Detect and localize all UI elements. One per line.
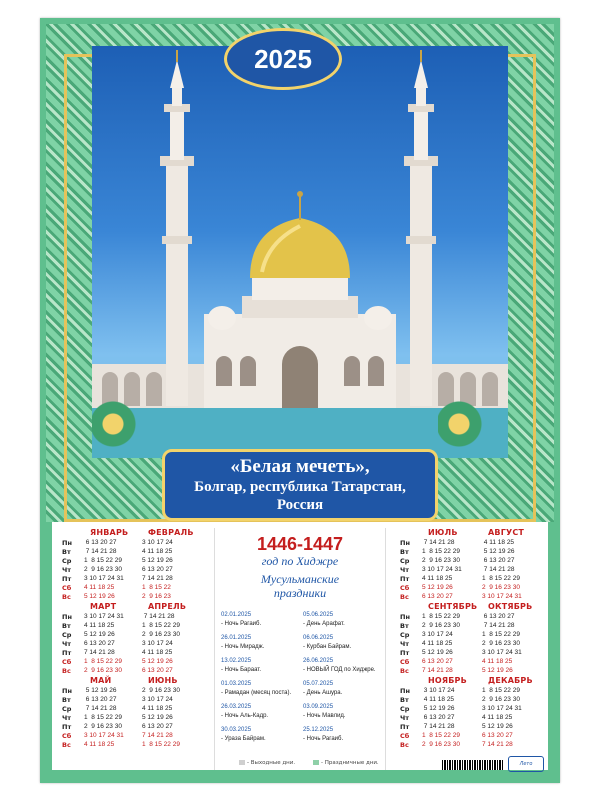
- month-week-row: 2 9 16 23 30: [482, 696, 520, 703]
- day-label: Вт: [62, 696, 71, 704]
- month-week-row: 2 9 16 23 30: [482, 584, 520, 591]
- mosque-photo: [92, 46, 508, 458]
- month-week-row: 7 14 21 28: [482, 741, 513, 748]
- holiday-name: - Ночь Рагаиб.: [221, 621, 262, 627]
- month-week-row: 7 14 21 28: [142, 613, 175, 620]
- holiday-date: 26.06.2025: [303, 658, 334, 664]
- day-label: Вт: [400, 548, 409, 556]
- month-week-row: 7 14 21 28: [142, 575, 173, 582]
- holiday-name: - Ураза Байрам.: [221, 736, 266, 742]
- month-week-row: 2 9 16 23 30: [422, 741, 460, 748]
- month-week-row: 2 9 16 23 30: [84, 566, 122, 573]
- right-minaret: [404, 50, 438, 406]
- month-week-row: 6 13 20 27: [422, 714, 455, 721]
- holiday-name: - Ночь Рагаиб.: [303, 736, 344, 742]
- month-week-row: 6 13 20 27: [142, 667, 173, 674]
- day-label: Вс: [400, 741, 409, 749]
- holiday-swatch: [313, 760, 319, 765]
- month-week-row: 2 9 16 23 30: [422, 622, 460, 629]
- day-label: Чт: [62, 714, 72, 722]
- holiday-date: 01.03.2025: [221, 681, 252, 687]
- month-week-row: 5 12 19 26: [422, 584, 453, 591]
- month-week-row: 6 13 20 27: [142, 723, 173, 730]
- holiday-name: - Ночь Бараат.: [221, 667, 262, 673]
- month-week-row: 6 13 20 27: [422, 658, 453, 665]
- month-week-row: 6 13 20 27: [482, 732, 513, 739]
- month-week-row: 1 8 15 22 29: [482, 687, 520, 694]
- holiday-name: - Ночь Мавлид.: [303, 713, 346, 719]
- month-name: АПРЕЛЬ: [148, 602, 187, 611]
- month-week-row: 4 11 18 25: [422, 696, 455, 703]
- day-label: Вт: [62, 548, 71, 556]
- month-week-row: 5 12 19 26: [142, 714, 173, 721]
- month-week-row: 1 8 15 22 29: [422, 548, 460, 555]
- holiday-name: - Ночь Аль-Кадр.: [221, 713, 269, 719]
- holiday-name: - Курбан Байрам.: [303, 644, 352, 650]
- month-week-row: 4 11 18 25: [422, 575, 453, 582]
- holidays-heading-1: Мусульманские: [260, 572, 340, 586]
- ornament-corner-left: [92, 400, 162, 460]
- month-week-row: 4 11 18 25: [482, 658, 513, 665]
- month-week-row: 5 12 19 26: [482, 723, 513, 730]
- caption-title: «Белая мечеть»,: [230, 456, 370, 477]
- mosque-door: [282, 346, 318, 408]
- holiday-date: 26.01.2025: [221, 635, 252, 641]
- day-label: Пн: [400, 613, 410, 621]
- legend-holiday: [313, 760, 379, 766]
- month-week-row: 3 10 17 24 31: [482, 649, 522, 656]
- month-week-row: 2 9 16 23 30: [482, 640, 520, 647]
- day-label: Пн: [62, 539, 72, 547]
- holiday-date: 26.03.2025: [221, 704, 252, 710]
- day-label: Пт: [62, 649, 72, 657]
- day-label: Пн: [400, 687, 410, 695]
- month-week-row: 4 11 18 25: [482, 714, 513, 721]
- legend-weekend-label: - Выходные дни.: [247, 760, 296, 766]
- month-week-row: 7 14 21 28: [84, 548, 117, 555]
- month-week-row: 1 8 15 22 29: [84, 658, 122, 665]
- day-label: Чт: [400, 566, 410, 574]
- month-week-row: 2 9 16 23: [142, 593, 171, 600]
- month-week-row: 3 10 17 24: [142, 640, 173, 647]
- day-label: Пт: [62, 723, 72, 731]
- day-label: Сб: [400, 732, 410, 740]
- month-week-row: 5 12 19 26: [422, 705, 455, 712]
- holidays-heading-2: праздники: [273, 586, 327, 600]
- month-week-row: 5 12 19 26: [84, 631, 115, 638]
- month-week-row: 4 11 18 25: [142, 649, 173, 656]
- holiday-date: 05.07.2025: [303, 681, 334, 687]
- month-week-row: 7 14 21 28: [422, 723, 455, 730]
- month-week-row: 5 12 19 26: [482, 548, 515, 555]
- day-label: Ср: [400, 557, 410, 565]
- day-label: Вс: [62, 593, 71, 601]
- month-name: НОЯБРЬ: [428, 676, 467, 685]
- month-week-row: 1 8 15 22 29: [482, 575, 520, 582]
- month-week-row: 3 10 17 24: [422, 687, 455, 694]
- day-label: Сб: [62, 584, 72, 592]
- month-week-row: 6 13 20 27: [142, 566, 173, 573]
- holiday-date: 13.02.2025: [221, 658, 252, 664]
- day-label: Пн: [62, 687, 72, 695]
- month-week-row: 5 12 19 26: [84, 687, 117, 694]
- day-label: Ср: [400, 631, 410, 639]
- day-label: Пт: [400, 649, 410, 657]
- day-label: Чт: [62, 640, 72, 648]
- day-label: Сб: [400, 584, 410, 592]
- barcode: [442, 760, 504, 770]
- day-label: Чт: [400, 640, 410, 648]
- year-badge: 2025: [224, 28, 342, 90]
- photo-caption: [162, 449, 438, 521]
- month-week-row: 6 13 20 27: [422, 593, 453, 600]
- month-week-row: 3 10 17 24 31: [84, 575, 124, 582]
- holiday-name: - Ночь Мирадж.: [221, 644, 265, 650]
- month-week-row: 4 11 18 25: [422, 640, 453, 647]
- day-label: Сб: [62, 732, 72, 740]
- month-week-row: 3 10 17 24 31: [84, 613, 124, 620]
- holiday-name: - НОВЫЙ ГОД по Хиджре.: [303, 667, 376, 673]
- month-week-row: 1 8 15 22 29: [142, 741, 180, 748]
- month-week-row: 5 12 19 26: [84, 593, 115, 600]
- month-week-row: 3 10 17 24: [422, 631, 453, 638]
- day-label: Вт: [400, 696, 409, 704]
- caption-country: Россия: [276, 497, 324, 513]
- legend-holiday-label: - Праздничные дни.: [321, 760, 379, 766]
- month-week-row: 1 8 15 22 29: [422, 732, 460, 739]
- month-name: СЕНТЯБРЬ: [428, 602, 478, 611]
- month-week-row: 7 14 21 28: [84, 705, 117, 712]
- holiday-date: 02.01.2025: [221, 612, 252, 618]
- holiday-date: 06.06.2025: [303, 635, 334, 641]
- month-week-row: 6 13 20 27: [482, 613, 515, 620]
- month-name: ИЮЛЬ: [428, 528, 458, 537]
- holiday-date: 25.12.2025: [303, 727, 334, 733]
- month-week-row: 4 11 18 25: [482, 539, 515, 546]
- month-week-row: 2 9 16 23 30: [142, 687, 180, 694]
- holiday-name: - Рамадан (месяц поста).: [221, 690, 292, 696]
- month-name: ДЕКАБРЬ: [488, 676, 533, 685]
- month-name: МАРТ: [90, 602, 117, 611]
- month-week-row: 6 13 20 27: [84, 696, 117, 703]
- holiday-name: - День Арафат.: [303, 621, 345, 627]
- hijri-years: 1446-1447: [256, 534, 344, 554]
- month-name: ЯНВАРЬ: [90, 528, 129, 537]
- day-label: Вс: [62, 667, 71, 675]
- month-week-row: 1 8 15 22 29: [482, 631, 520, 638]
- month-week-row: 3 10 17 24: [142, 696, 173, 703]
- holiday-date: 05.06.2025: [303, 612, 334, 618]
- day-label: Ср: [62, 557, 72, 565]
- month-week-row: 1 8 15 22 29: [84, 714, 122, 721]
- holiday-date: 03.09.2025: [303, 704, 334, 710]
- month-week-row: 4 11 18 25: [84, 622, 115, 629]
- month-week-row: 2 9 16 23 30: [84, 667, 122, 674]
- day-label: Ср: [62, 705, 72, 713]
- day-label: Сб: [400, 658, 410, 666]
- month-week-row: 7 14 21 28: [422, 539, 455, 546]
- month-week-row: 7 14 21 28: [142, 732, 173, 739]
- month-week-row: 4 11 18 25: [84, 584, 115, 591]
- month-week-row: 6 13 20 27: [84, 640, 115, 647]
- month-week-row: 7 14 21 28: [482, 566, 515, 573]
- day-label: Пт: [400, 723, 410, 731]
- day-label: Чт: [62, 566, 72, 574]
- day-label: Сб: [62, 658, 72, 666]
- weekend-swatch: [239, 760, 245, 765]
- day-label: Ср: [62, 631, 72, 639]
- month-week-row: 3 10 17 24: [142, 539, 173, 546]
- day-label: Пт: [62, 575, 72, 583]
- left-minaret: [160, 50, 194, 406]
- month-week-row: 5 12 19 26: [142, 658, 173, 665]
- month-name: ОКТЯБРЬ: [488, 602, 533, 611]
- mosque-illustration: [92, 46, 508, 458]
- day-label: Ср: [400, 705, 410, 713]
- day-label: Вс: [62, 741, 71, 749]
- month-week-row: 5 12 19 26: [422, 649, 453, 656]
- month-week-row: 3 10 17 24 31: [482, 705, 522, 712]
- month-week-row: 1 8 15 22 29: [422, 613, 460, 620]
- month-week-row: 7 14 21 28: [84, 649, 115, 656]
- hijri-panel: [214, 528, 386, 770]
- month-week-row: 1 8 15 22 29: [84, 557, 122, 564]
- month-week-row: 2 9 16 23 30: [142, 631, 180, 638]
- month-week-row: 7 14 21 28: [422, 667, 453, 674]
- month-week-row: 4 11 18 25: [142, 548, 173, 555]
- month-name: АВГУСТ: [488, 528, 525, 537]
- month-week-row: 4 11 18 25: [142, 705, 173, 712]
- month-week-row: 3 10 17 24 31: [84, 732, 124, 739]
- hijri-subtitle: год по Хиджре: [261, 554, 339, 568]
- holiday-date: 30.03.2025: [221, 727, 252, 733]
- month-week-row: 1 8 15 22: [142, 584, 171, 591]
- publisher-logo: Лето: [508, 756, 544, 772]
- ornament-corner-right: [438, 400, 508, 460]
- month-week-row: 2 9 16 23 30: [84, 723, 122, 730]
- month-week-row: 4 11 18 25: [84, 741, 115, 748]
- day-label: Вс: [400, 667, 409, 675]
- day-label: Пт: [400, 575, 410, 583]
- month-week-row: 2 9 16 23 30: [422, 557, 460, 564]
- month-week-row: 7 14 21 28: [482, 622, 515, 629]
- month-week-row: 1 8 15 22 29: [142, 622, 180, 629]
- day-label: Вт: [400, 622, 409, 630]
- holiday-name: - День Ашура.: [303, 690, 343, 696]
- day-label: Пн: [62, 613, 72, 621]
- month-name: МАЙ: [90, 676, 112, 685]
- day-label: Вс: [400, 593, 409, 601]
- day-label: Вт: [62, 622, 71, 630]
- month-week-row: 3 10 17 24 31: [422, 566, 462, 573]
- month-week-row: 5 12 19 26: [482, 667, 513, 674]
- month-name: ИЮНЬ: [148, 676, 178, 685]
- month-week-row: 6 13 20 27: [482, 557, 515, 564]
- day-label: Пн: [400, 539, 410, 547]
- caption-location: Болгар, республика Татарстан,: [194, 479, 406, 495]
- day-label: Чт: [400, 714, 410, 722]
- month-name: ФЕВРАЛЬ: [148, 528, 194, 537]
- month-week-row: 6 13 20 27: [84, 539, 117, 546]
- month-week-row: 5 12 19 26: [142, 557, 173, 564]
- month-week-row: 3 10 17 24 31: [482, 593, 522, 600]
- legend-weekend: [239, 760, 295, 766]
